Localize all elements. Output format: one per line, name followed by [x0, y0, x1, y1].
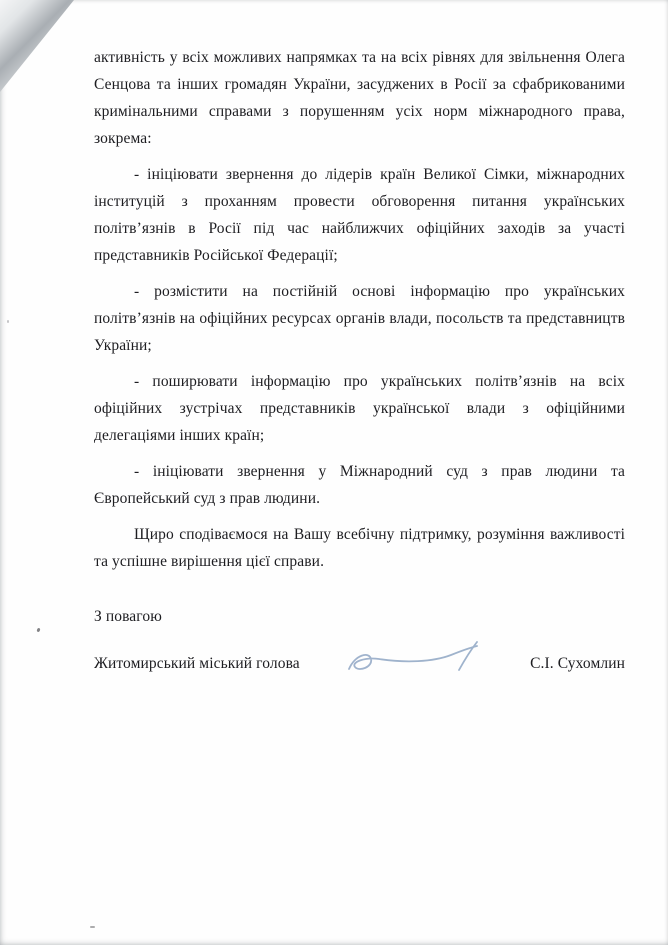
closing-block — [94, 603, 625, 677]
signatory-title: Житомирський міський голова — [94, 655, 300, 672]
paragraph-conclusion: Щиро сподіваємося на Вашу всебічну підтримку, розуміння важливості та успішне вирішення цієї справи. — [94, 526, 625, 570]
signature-row — [94, 639, 625, 677]
handwritten-signature-icon — [335, 639, 495, 681]
paragraph-bullet-2: - розмістити на постійній основі інформацію про українських політв’язнів на офіційних ресурсах органів влади, посольств та представництв України; — [94, 283, 625, 354]
paragraph-bullet-3: - поширювати інформацію про українських політв’язнів на всіх офіційних зустрічах представників української влади з офіційними делегаціями інших країн; — [94, 373, 625, 444]
scan-speck — [7, 320, 9, 323]
signatory-name: С.І. Сухомлин — [530, 655, 625, 672]
paragraph-intro: активність у всіх можливих напрямках та на всіх рівнях для звільнення Олега Сенцова та інших громадян України, засуджених в Росії за сфабрикованими кримінальними справами з порушенням усіх норм міжнародного права, зокрема: — [94, 49, 625, 147]
closing-salutation: З повагою — [94, 608, 162, 625]
paragraph-bullet-1: - ініціювати звернення до лідерів країн Великої Сімки, міжнародних інституцій з проханням провести обговорення питання українських політв’язнів в Росії під час найближчих офіційних заходів за участі представників Російської Федерації; — [94, 166, 625, 264]
paragraph-bullet-4: - ініціювати звернення у Міжнародний суд з прав людини та Європейський суд з прав людини. — [94, 463, 625, 507]
scan-speck — [90, 926, 95, 928]
